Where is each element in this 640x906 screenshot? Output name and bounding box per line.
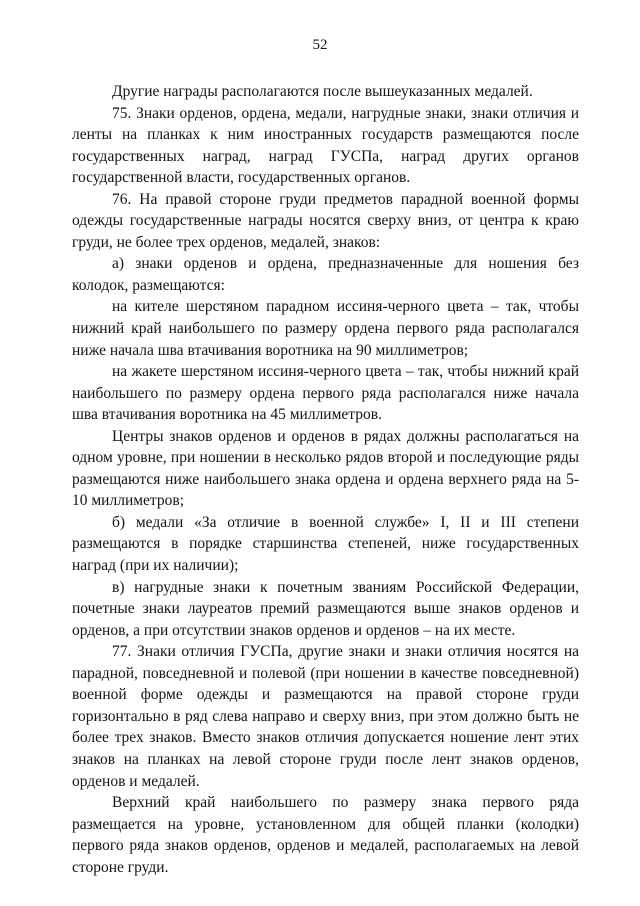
paragraph-76-b: б) медали «За отличие в военной службе» I, II и III степени размещаются в порядке старшинства степеней, ниже государственных наград (при их наличии); (72, 513, 579, 575)
paragraph-76: 76. На правой стороне груди предметов парадной военной формы одежды государственные награды носятся сверху вниз, от центра к краю груди, не более трех орденов, медалей, знаков: (72, 190, 579, 251)
paragraph-76-a-jacket: на жакете шерстяном иссиня-черного цвета – так, чтобы нижний край наибольшего по размеру ордена первого ряда располагался ниже начала шва втачивания воротника на 45 миллиметров. (72, 363, 579, 424)
paragraph-76-a: а) знаки орденов и ордена, предназначенные для ношения без колодок, размещаются: (72, 255, 579, 294)
paragraph-77: 77. Знаки отличия ГУСПа, другие знаки и знаки отличия носятся на парадной, повседневной и полевой (при ношении в качестве повседневной) военной форме одежды и размещаются на правой стороне груди горизонтально в ряд слева направо и сверху вниз, при этом должно быть не более трех знаков. Вместо знаков отличия допускается ношение лент этих знаков на планках на левой стороне груди после лент знаков орденов, орденов и медалей. (72, 643, 579, 790)
paragraph-other-awards: Другие награды располагаются после вышеуказанных медалей. (112, 83, 533, 100)
page-number: 52 (312, 37, 328, 53)
paragraph-76-centers: Центры знаков орденов и орденов в рядах должны располагаться на одном уровне, при ношении в несколько рядов второй и последующие ряды размещаются ниже наибольшего знака ордена и ордена верхнего ряда на 5-10 миллиметров; (72, 427, 579, 510)
document-body (72, 81, 579, 878)
paragraph-76-v: в) нагрудные знаки к почетным званиям Российской Федерации, почетные знаки лауреатов премий размещаются выше знаков орденов и орденов, а при отсутствии знаков орденов и орденов – на их месте. (72, 578, 579, 639)
paragraph-75: 75. Знаки орденов, ордена, медали, нагрудные знаки, знаки отличия и ленты на планках к ним иностранных государств размещаются после государственных наград, наград ГУСПа, наград других органов государственной власти, государственных органов. (72, 104, 579, 187)
paragraph-76-a-kitel: на кителе шерстяном парадном иссиня-черного цвета – так, чтобы нижний край наибольшего по размеру ордена первого ряда располагался ниже начала шва втачивания воротника на 90 миллиметров; (72, 298, 579, 359)
paragraph-77-top-edge: Верхний край наибольшего по размеру знака первого ряда размещается на уровне, установленном для общей планки (колодки) первого ряда знаков орденов, орденов и медалей, располагаемых на левой стороне груди. (72, 794, 579, 876)
